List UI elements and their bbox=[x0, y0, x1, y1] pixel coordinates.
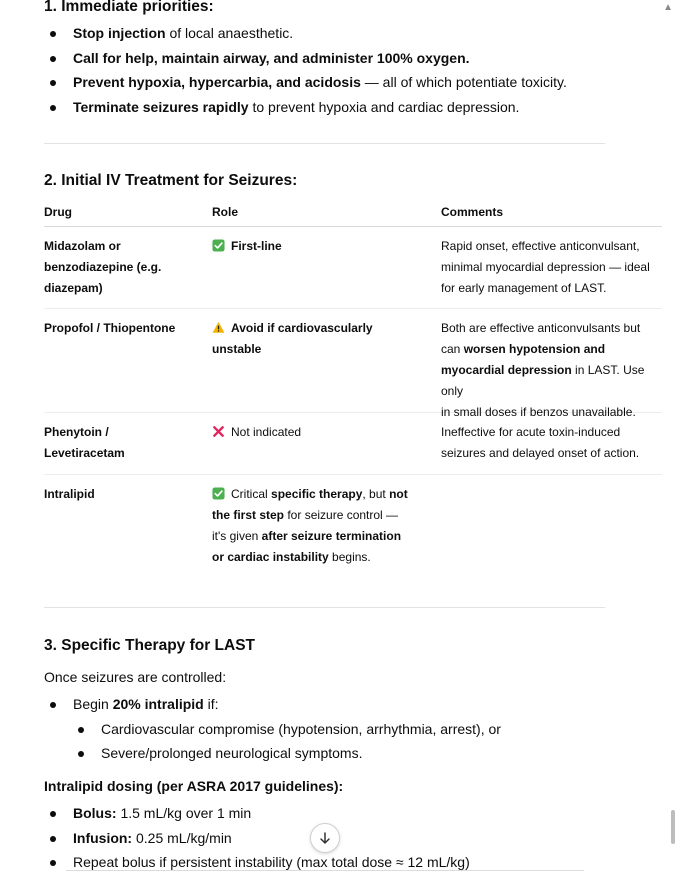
role-line bbox=[212, 422, 412, 443]
drug-name-line: benzodiazepine (e.g. bbox=[44, 260, 162, 274]
section1-heading: 1. Immediate priorities: bbox=[44, 0, 214, 15]
section3-intro: Once seizures are controlled: bbox=[44, 669, 227, 685]
list-item bbox=[44, 70, 567, 95]
bold-text: or cardiac instability bbox=[212, 550, 329, 564]
drug-name-line: Propofol / Thiopentone bbox=[44, 321, 176, 335]
sub-list-item bbox=[44, 741, 501, 766]
role-cell bbox=[212, 484, 412, 568]
list-item bbox=[44, 692, 501, 717]
text: Cardiovascular compromise (hypotension, arrhythmia, arrest), or bbox=[101, 720, 501, 737]
comment-line bbox=[441, 257, 663, 278]
drug-name-line: Phenytoin / bbox=[44, 425, 109, 439]
text: Rapid onset, effective anticonvulsant, bbox=[441, 239, 640, 253]
bold-text: Avoid if cardiovascularly bbox=[231, 321, 373, 335]
role-cell bbox=[212, 422, 412, 443]
list-item bbox=[44, 801, 470, 826]
bold-text: not bbox=[389, 487, 408, 501]
comment-line bbox=[441, 318, 663, 339]
text: Repeat bolus if persistent instability (max total dose ≈ 12 mL/kg) bbox=[73, 854, 470, 870]
table-body bbox=[44, 227, 662, 595]
section2-heading: 2. Initial IV Treatment for Seizures: bbox=[44, 172, 298, 189]
comment-line bbox=[441, 360, 663, 402]
text: of local anaesthetic. bbox=[165, 25, 294, 41]
drug-cell bbox=[44, 422, 194, 464]
bold-text: Stop injection bbox=[73, 25, 166, 41]
text: for seizure control — bbox=[284, 508, 399, 522]
comments-cell bbox=[441, 318, 663, 423]
list-item bbox=[44, 46, 567, 71]
text: in small doses if benzos unavailable. bbox=[441, 405, 636, 419]
bold-text: 20% intralipid bbox=[112, 696, 204, 712]
text: if: bbox=[203, 696, 219, 712]
role-line bbox=[212, 339, 412, 360]
text: for early management of LAST. bbox=[441, 281, 607, 295]
bold-text: Bolus: bbox=[73, 805, 117, 821]
role-line bbox=[212, 484, 412, 505]
drug-name-line: diazepam) bbox=[44, 281, 103, 295]
text: , but bbox=[362, 487, 390, 501]
cross-icon bbox=[212, 425, 225, 438]
sub-list-item bbox=[44, 717, 501, 742]
role-line bbox=[212, 318, 412, 339]
dosing-heading: Intralipid dosing (per ASRA 2017 guidelines): bbox=[44, 778, 344, 794]
text: Ineffective for acute toxin-induced bbox=[441, 425, 621, 439]
comment-line bbox=[441, 422, 663, 443]
role-cell bbox=[212, 318, 412, 360]
dosing-list bbox=[44, 801, 470, 875]
drug-cell bbox=[44, 484, 194, 505]
bold-text: First-line bbox=[231, 239, 282, 253]
role-cell bbox=[212, 236, 412, 257]
role-line bbox=[212, 547, 412, 568]
role-line bbox=[212, 236, 412, 257]
table-row bbox=[44, 413, 662, 475]
specific-therapy-list bbox=[44, 692, 501, 766]
comment-line bbox=[441, 339, 663, 360]
scrollbar-thumb[interactable] bbox=[671, 810, 675, 844]
column-header-comments: Comments bbox=[441, 205, 504, 219]
text: — all of which potentiate toxicity. bbox=[360, 74, 567, 90]
role-line bbox=[212, 526, 412, 547]
scroll-to-bottom-button[interactable] bbox=[310, 823, 340, 853]
comments-cell bbox=[441, 422, 663, 464]
table-row bbox=[44, 475, 662, 595]
text: 1.5 mL/kg over 1 min bbox=[116, 805, 252, 821]
text: minimal myocardial depression — ideal bbox=[441, 260, 650, 274]
bold-text: worsen hypotension and bbox=[463, 342, 606, 356]
text: begins. bbox=[328, 550, 371, 564]
column-header-drug: Drug bbox=[44, 205, 72, 219]
drug-name-line: Intralipid bbox=[44, 487, 95, 501]
list-item bbox=[44, 826, 470, 851]
bold-text: myocardial depression bbox=[441, 363, 572, 377]
text: Both are effective anticonvulsants but bbox=[441, 321, 641, 335]
text: Critical bbox=[231, 487, 272, 501]
table-row bbox=[44, 309, 662, 419]
table-header bbox=[44, 199, 662, 227]
text: in LAST. Use only bbox=[441, 363, 645, 398]
text: Not indicated bbox=[231, 425, 302, 439]
drug-name-line: Levetiracetam bbox=[44, 446, 125, 460]
bold-text: unstable bbox=[212, 342, 262, 356]
arrow-down-icon bbox=[318, 831, 332, 845]
divider bbox=[44, 607, 605, 608]
scroll-up-icon[interactable]: ▲ bbox=[663, 2, 673, 13]
bold-text: Infusion: bbox=[73, 829, 133, 846]
comment-line bbox=[441, 236, 663, 257]
bold-text: specific therapy bbox=[271, 487, 363, 501]
text: it's given bbox=[212, 529, 262, 543]
divider bbox=[44, 143, 605, 144]
section3-heading: 3. Specific Therapy for LAST bbox=[44, 637, 256, 654]
list-item bbox=[44, 21, 567, 46]
check-icon bbox=[212, 239, 225, 252]
text: Begin bbox=[73, 696, 113, 712]
comment-line bbox=[441, 278, 663, 299]
drug-cell bbox=[44, 236, 194, 299]
table-row bbox=[44, 227, 662, 309]
bold-text: the first step bbox=[212, 508, 285, 522]
priorities-list bbox=[44, 21, 567, 119]
comment-line bbox=[441, 443, 663, 464]
text: 0.25 mL/kg/min bbox=[132, 829, 232, 846]
comments-cell bbox=[441, 236, 663, 299]
bold-text: Call for help, maintain airway, and administer 100% oxygen. bbox=[73, 49, 470, 66]
list-item bbox=[44, 95, 567, 120]
warning-icon bbox=[212, 321, 225, 334]
role-line bbox=[212, 505, 412, 526]
drug-name-line: Midazolam or bbox=[44, 239, 121, 253]
check-icon bbox=[212, 487, 225, 500]
text: Severe/prolonged neurological symptoms. bbox=[101, 745, 363, 761]
bold-text: Prevent hypoxia, hypercarbia, and acidosis bbox=[73, 74, 361, 90]
text: can bbox=[441, 342, 464, 356]
bold-text: after seizure termination bbox=[261, 529, 402, 543]
column-header-role: Role bbox=[212, 205, 239, 219]
text: to prevent hypoxia and cardiac depression. bbox=[248, 98, 520, 115]
seizure-treatment-table bbox=[44, 199, 662, 595]
drug-cell bbox=[44, 318, 194, 339]
bold-text: Terminate seizures rapidly bbox=[73, 98, 249, 115]
text: seizures and delayed onset of action. bbox=[441, 446, 640, 460]
